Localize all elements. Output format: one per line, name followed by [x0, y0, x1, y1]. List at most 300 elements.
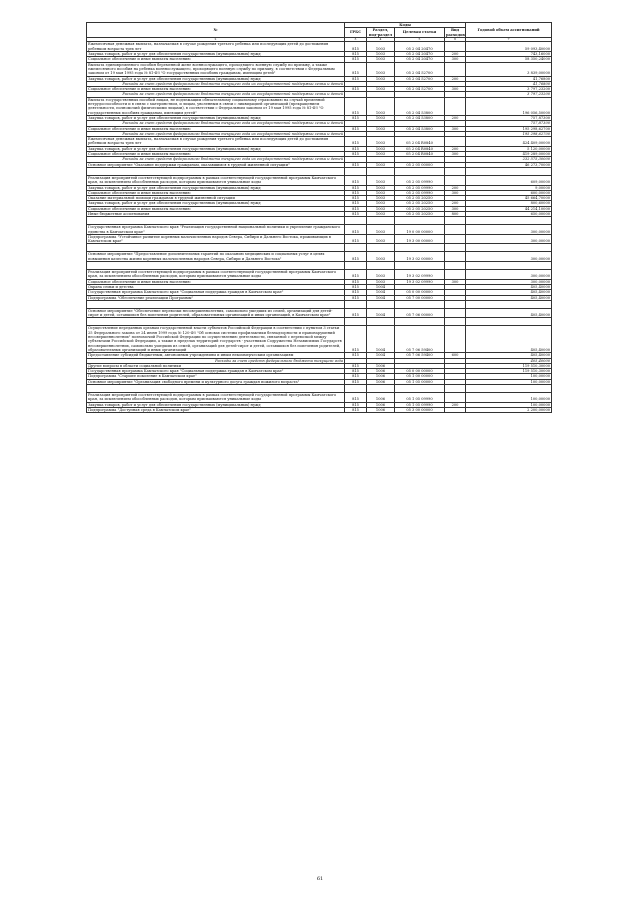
target-article-code: 05 2 05 00000	[395, 162, 445, 167]
expense-type-code: 200	[445, 52, 466, 57]
spacer-cell	[367, 244, 395, 252]
section-code: 1003	[367, 76, 395, 81]
grbs-code: 815	[345, 42, 367, 52]
spacer-cell	[87, 217, 345, 225]
spacer-cell	[466, 318, 552, 326]
target-article-code: 05 1 05 00000	[395, 379, 445, 384]
annual-amount: 300,00000	[466, 234, 552, 244]
expense-type-code: 800	[445, 211, 466, 216]
grbs-code: 815	[345, 201, 367, 206]
target-article-code: 05 1 00 00000	[395, 374, 445, 379]
spacer-cell	[445, 318, 466, 326]
funding-note-text: Расходы за счет средств федерального бюджета текущего года из государственной поддержки семьи и детей	[87, 121, 345, 126]
grbs-code: 815	[345, 407, 367, 412]
column-number: 2	[87, 37, 345, 42]
spacer-cell	[395, 244, 445, 252]
expense-name: Выплата единовременного пособия беременной жене военнослужащего, проходящего военную службу по призыву, а также ежемесячного пособия на ребенка военнослужащего, проходящего военную службу по призыву, в соответствии с Федеральным законом от 19 мая 1995 года № 81-ФЗ "О государственных пособиях гражданам, имеющим детей"	[87, 62, 345, 76]
target-article-code: 05 2 04 52700	[395, 62, 445, 76]
column-number: 6	[445, 37, 466, 42]
target-article-code: 05 0 00 00000	[395, 290, 445, 295]
spacer-cell	[87, 300, 345, 308]
header-codes: Коды	[345, 23, 466, 28]
target-article-code: 05 7 00 00000	[395, 295, 445, 300]
expense-name: Ежемесячная денежная выплата, назначаемая в случае рождения третьего ребенка или последующих детей до достижения ребенком возраста трех лет	[87, 42, 345, 52]
grbs-code: 815	[345, 196, 367, 201]
spacer-cell	[345, 262, 367, 270]
expense-name: Социальное обеспечение и иные выплаты населению	[87, 279, 345, 284]
spacer-cell	[345, 167, 367, 175]
grbs-code: 815	[345, 393, 367, 403]
target-article-code: 05 2 04 R0840	[395, 146, 445, 151]
annual-amount: 100,00000	[466, 402, 552, 407]
target-article-code: 05 2 05 09990	[395, 175, 445, 185]
grbs-code: 815	[345, 284, 367, 289]
section-code: 1003	[367, 115, 395, 120]
annual-amount: 5 120,00000	[466, 146, 552, 151]
header-target-article: Целевая статья	[395, 28, 445, 38]
budget-allocation-table	[86, 22, 552, 413]
annual-amount: 195 298,62700	[466, 126, 552, 131]
spacer-cell	[367, 262, 395, 270]
expense-name: Осуществление переданных органам государственной власти субъектов Российской Федерации в соответствии с пунктом 3 статьи 25 Федерального закона от 24 июня 1999 года № 120-ФЗ "Об основах системы профилактики безнадзорности и правонарушений несовершеннолетних" полномочий Российской Федерации по осуществлению деятельности, связанной с перевозкой между субъектами Российской Федерации, а также в пределах территорий государств - участников Содружества Независимых Государств несовершеннолетних, самовольно ушедших из семей, организаций для детей-сирот и детей, оставшихся без попечения родителей, образовательных организаций и иных организаций	[87, 326, 345, 353]
grbs-code: 815	[345, 62, 367, 76]
target-article-code: 05 7 06 59400	[395, 353, 445, 358]
spacer-cell	[367, 385, 395, 393]
section-code: 1004	[367, 290, 395, 295]
table-row	[87, 137, 552, 147]
expense-name: Оказание материальной помощи гражданам в трудной жизненной ситуации	[87, 196, 345, 201]
table-row	[87, 234, 552, 244]
expense-type-code	[445, 62, 466, 76]
section-code: 1004	[367, 326, 395, 353]
expense-type-code	[445, 407, 466, 412]
target-article-code: 19 3 02 00000	[395, 252, 445, 262]
table-row	[87, 97, 552, 115]
annual-amount: 419 289,00000	[466, 152, 552, 157]
expense-type-code	[445, 225, 466, 235]
expense-name: Реализация мероприятий соответствующей подпрограммы в рамках соответствующей государственной программы Камчатского края, за исключением обособленных расходов, которым присваиваются уникальные коды	[87, 270, 345, 280]
expense-type-code: 300	[445, 87, 466, 92]
spacer-cell	[395, 385, 445, 393]
section-code: 1006	[367, 379, 395, 384]
target-article-code: 05 3 00 00000	[395, 407, 445, 412]
section-code: 1004	[367, 284, 395, 289]
grbs-code: 815	[345, 190, 367, 195]
annual-amount: 300,00000	[466, 270, 552, 280]
spacer-row	[87, 244, 552, 252]
expense-name: Закупка товаров, работ и услуг для обеспечения государственных (муниципальных) нужд	[87, 185, 345, 190]
target-article-code: 05 7 06 59400	[395, 326, 445, 353]
annual-amount: 3 839,00000	[466, 62, 552, 76]
section-code: 1003	[367, 279, 395, 284]
spacer-cell	[395, 167, 445, 175]
section-code: 1003	[367, 137, 395, 147]
target-article-code: 05 2 04 20470	[395, 57, 445, 62]
target-article-code: 05 2 04 52700	[395, 76, 445, 81]
expense-name: Закупка товаров, работ и услуг для обеспечения государственных (муниципальных) нужд	[87, 146, 345, 151]
spacer-cell	[345, 300, 367, 308]
column-number: 5	[395, 37, 445, 42]
table-row	[87, 175, 552, 185]
target-article-code: 05 2 05 09990	[395, 190, 445, 195]
grbs-code: 815	[345, 206, 367, 211]
expense-type-code: 200	[445, 146, 466, 151]
table-row	[87, 270, 552, 280]
annual-amount: 41,76800	[466, 76, 552, 81]
header-grbs: ГРБС	[345, 28, 367, 38]
section-code: 1003	[367, 234, 395, 244]
spacer-cell	[466, 385, 552, 393]
expense-name: Другие вопросы в области социальной политики	[87, 363, 345, 368]
funding-note-text: Расходы за счет средств федерального бюджета текущего года из государственной поддержки семьи и детей	[87, 131, 345, 136]
annual-amount: 405,40000	[466, 284, 552, 289]
expense-type-code	[445, 234, 466, 244]
funding-note-text: Расходы за счет средств федерального бюджета текущего года из государственной поддержки семьи и детей	[87, 92, 345, 97]
annual-amount: 650,00000	[466, 211, 552, 216]
grbs-code: 815	[345, 152, 367, 157]
grbs-code: 815	[345, 225, 367, 235]
spacer-cell	[345, 318, 367, 326]
section-code: 1003	[367, 152, 395, 157]
spacer-cell	[87, 244, 345, 252]
expense-type-code: 300	[445, 57, 466, 62]
table-row	[87, 62, 552, 76]
annual-amount: 100,00000	[466, 379, 552, 384]
section-code: 1006	[367, 374, 395, 379]
expense-type-code	[445, 137, 466, 147]
annual-amount: 196 056,50000	[466, 97, 552, 115]
expense-type-code	[445, 270, 466, 280]
table-body	[87, 42, 552, 413]
target-article-code: 05 1 05 09990	[395, 393, 445, 403]
section-code: 1003	[367, 175, 395, 185]
grbs-code: 815	[345, 270, 367, 280]
expense-name: Реализация мероприятий соответствующей подпрограммы в рамках соответствующей государственной программы Камчатского края, за исключением обособленных расходов, которым присваиваются уникальные коды	[87, 175, 345, 185]
target-article-code: 19 3 00 00000	[395, 234, 445, 244]
annual-amount: 405,40000	[466, 308, 552, 318]
expense-type-code: 300	[445, 152, 466, 157]
annual-amount: 58 350,24000	[466, 57, 552, 62]
expense-type-code: 300	[445, 190, 466, 195]
expense-name: Подпрограмма "Доступная среда в Камчатском крае"	[87, 407, 345, 412]
spacer-cell	[445, 217, 466, 225]
annual-amount: 300,00000	[466, 279, 552, 284]
expense-name: Подпрограмма "Обеспечение реализации Программы"	[87, 295, 345, 300]
target-article-code: 05 2 05 20250	[395, 196, 445, 201]
annual-amount: 3 797,23200	[466, 87, 552, 92]
spacer-cell	[395, 262, 445, 270]
table-row	[87, 225, 552, 235]
column-number: 4	[367, 37, 395, 42]
spacer-cell	[466, 244, 552, 252]
annual-amount: 59 093,40000	[466, 42, 552, 52]
grbs-code: 815	[345, 115, 367, 120]
spacer-cell	[367, 217, 395, 225]
target-article-code: 05 2 05 09990	[395, 185, 445, 190]
spacer-cell	[87, 385, 345, 393]
spacer-cell	[345, 244, 367, 252]
expense-type-code: 200	[445, 185, 466, 190]
funding-note-amount: 41,76800	[466, 81, 552, 86]
spacer-cell	[445, 300, 466, 308]
grbs-code: 815	[345, 76, 367, 81]
expense-name: Социальное обеспечение и иные выплаты населению	[87, 152, 345, 157]
grbs-code: 815	[345, 97, 367, 115]
section-code: 1003	[367, 162, 395, 167]
table-header	[87, 23, 552, 42]
expense-name: Государственная программа Камчатского края "Социальная поддержка граждан в Камчатском крае"	[87, 290, 345, 295]
section-code: 1004	[367, 308, 395, 318]
expense-type-code	[445, 308, 466, 318]
expense-type-code	[445, 252, 466, 262]
grbs-code: 815	[345, 52, 367, 57]
section-code: 1003	[367, 62, 395, 76]
target-article-code: 05 2 04 53800	[395, 126, 445, 131]
header-annual-volume: Годовой объем ассигнований	[466, 23, 552, 38]
expense-type-code: 300	[445, 279, 466, 284]
funding-note-amount: 405,40000	[466, 358, 552, 363]
grbs-code: 815	[345, 211, 367, 216]
annual-amount: 424 409,00000	[466, 137, 552, 147]
annual-amount: 46 273,70000	[466, 162, 552, 167]
spacer-cell	[466, 262, 552, 270]
grbs-code: 815	[345, 234, 367, 244]
annual-amount: 119 510,30000	[466, 369, 552, 374]
column-number: 3	[345, 37, 367, 42]
expense-type-code	[445, 97, 466, 115]
expense-name: Закупка товаров, работ и услуг для обеспечения государственных (муниципальных) нужд	[87, 402, 345, 407]
section-code: 1006	[367, 402, 395, 407]
annual-amount: 743,16000	[466, 52, 552, 57]
annual-amount: 405,40000	[466, 290, 552, 295]
target-article-code: 05 2 04 53800	[395, 115, 445, 120]
table-row	[87, 42, 552, 52]
section-code: 1003	[367, 126, 395, 131]
spacer-cell	[445, 167, 466, 175]
spacer-cell	[367, 318, 395, 326]
spacer-cell	[445, 385, 466, 393]
expense-name: Выплата государственных пособий лицам, не подлежащим обязательному социальному страхованию на случай временной нетрудоспособности и в связи с материнством, и лицам, уволенным в связи с ликвидацией организаций (прекращением деятельности, полномочий физическими лицами), в соответствии с Федеральным законом от 19 мая 1995 года № 81-ФЗ "О государственных пособиях гражданам, имеющим детей"	[87, 97, 345, 115]
annual-amount: 800,60000	[466, 201, 552, 206]
expense-name: Основное мероприятие "Обеспечение перевозки несовершеннолетних, самовольно ушедших из семей, организаций для детей-сирот и детей, оставшихся без попечения родителей, образовательных организаций и иных организаций, в Камчатском крае"	[87, 308, 345, 318]
spacer-cell	[466, 167, 552, 175]
expense-type-code: 200	[445, 115, 466, 120]
target-article-code: 05 2 05 20250	[395, 206, 445, 211]
expense-type-code: 300	[445, 206, 466, 211]
section-code: 1004	[367, 295, 395, 300]
expense-name: Социальное обеспечение и иные выплаты населению	[87, 87, 345, 92]
spacer-cell	[395, 318, 445, 326]
target-article-code: 05 1 05 09990	[395, 402, 445, 407]
target-article-code: 19 0 00 00000	[395, 225, 445, 235]
spacer-cell	[345, 385, 367, 393]
funding-note-text: Расходы за счет средств федерального бюджета текущего года	[87, 358, 345, 363]
expense-name: Государственная программа Камчатского края "Реализация государственной национальной политики и укрепление гражданского единства в Камчатском крае"	[87, 225, 345, 235]
expense-type-code: 600	[445, 353, 466, 358]
section-code: 1003	[367, 42, 395, 52]
spacer-cell	[466, 300, 552, 308]
expense-name: Реализация мероприятий соответствующей подпрограммы в рамках соответствующей государственной программы Камчатского края, за исключением обособленных расходов, которым присваиваются уникальные коды	[87, 393, 345, 403]
grbs-code: 815	[345, 162, 367, 167]
expense-name: Основное мероприятие "Оказание поддержки гражданам, оказавшимся в трудной жизненной ситуации"	[87, 162, 345, 167]
expense-type-code	[445, 42, 466, 52]
grbs-code: 815	[345, 308, 367, 318]
expense-name: Закупка товаров, работ и услуг для обеспечения государственных (муниципальных) нужд	[87, 115, 345, 120]
grbs-code: 815	[345, 295, 367, 300]
section-code: 1003	[367, 57, 395, 62]
expense-type-code: 300	[445, 126, 466, 131]
budget-table-container	[86, 22, 551, 413]
spacer-cell	[466, 217, 552, 225]
grbs-code: 815	[345, 402, 367, 407]
spacer-cell	[345, 217, 367, 225]
spacer-row	[87, 217, 552, 225]
header-expense-type: Вид расходов	[446, 28, 465, 37]
section-code: 1003	[367, 270, 395, 280]
expense-name: Иные бюджетные ассигнования	[87, 211, 345, 216]
expense-type-code	[445, 393, 466, 403]
target-article-code: 05 2 04 53800	[395, 97, 445, 115]
spacer-cell	[395, 300, 445, 308]
grbs-code: 815	[345, 126, 367, 131]
annual-amount: 405,40000	[466, 353, 552, 358]
grbs-code: 815	[345, 353, 367, 358]
page-number: 61	[316, 876, 324, 882]
spacer-cell	[87, 318, 345, 326]
grbs-code: 815	[345, 146, 367, 151]
section-code: 1004	[367, 353, 395, 358]
section-code: 1003	[367, 52, 395, 57]
spacer-cell	[87, 262, 345, 270]
target-article-code: 05 2 05 20250	[395, 201, 445, 206]
table-row	[87, 407, 552, 412]
grbs-code: 815	[345, 175, 367, 185]
expense-name: Социальное обеспечение и иные выплаты населению	[87, 206, 345, 211]
funding-note-amount: 195 298,62700	[466, 131, 552, 136]
target-article-code: 19 3 02 09990	[395, 270, 445, 280]
section-code: 1003	[367, 201, 395, 206]
header-number: №	[87, 23, 345, 38]
expense-name: Закупка товаров, работ и услуг для обеспечения государственных (муниципальных) нужд	[87, 76, 345, 81]
expense-name: Закупка товаров, работ и услуг для обеспечения государственных (муниципальных) нужд	[87, 52, 345, 57]
annual-amount: 405,40000	[466, 326, 552, 353]
annual-amount: 119 510,30000	[466, 363, 552, 368]
spacer-cell	[367, 300, 395, 308]
section-code: 1006	[367, 407, 395, 412]
annual-amount: 45 664,70000	[466, 196, 552, 201]
target-article-code: 05 2 05 20250	[395, 211, 445, 216]
spacer-row	[87, 385, 552, 393]
annual-amount: 600,00000	[466, 190, 552, 195]
target-article-code: 05 0 00 00000	[395, 369, 445, 374]
target-article-code: 05 7 06 00000	[395, 308, 445, 318]
section-code: 1003	[367, 190, 395, 195]
expense-name: Основное мероприятие "Организация свободного времени и культурного досуга граждан пожилого возраста"	[87, 379, 345, 384]
target-article-code: 05 2 04 R0840	[395, 137, 445, 147]
section-code: 1003	[367, 211, 395, 216]
section-code: 1003	[367, 225, 395, 235]
funding-note-text: Расходы за счет средств федерального бюджета текущего года из государственной поддержки семьи и детей	[87, 81, 345, 86]
expense-type-code: 200	[445, 201, 466, 206]
spacer-cell	[367, 167, 395, 175]
spacer-cell	[445, 244, 466, 252]
annual-amount: 405,40000	[466, 295, 552, 300]
section-code: 1003	[367, 87, 395, 92]
grbs-code: 815	[345, 369, 367, 374]
expense-name: Закупка товаров, работ и услуг для обеспечения государственных (муниципальных) нужд	[87, 201, 345, 206]
grbs-code: 815	[345, 363, 367, 368]
table-row	[87, 308, 552, 318]
annual-amount: 44 214,10000	[466, 206, 552, 211]
section-code: 1003	[367, 252, 395, 262]
table-row	[87, 326, 552, 353]
grbs-code: 815	[345, 290, 367, 295]
header-section: Раздел, под-раздел	[367, 28, 395, 38]
expense-name: Социальное обеспечение и иные выплаты населению	[87, 57, 345, 62]
spacer-cell	[395, 217, 445, 225]
grbs-code: 815	[345, 279, 367, 284]
annual-amount: 100,00000	[466, 374, 552, 379]
funding-note-amount: 232 575,30000	[466, 157, 552, 162]
target-article-code: 19 3 02 09990	[395, 279, 445, 284]
section-code: 1003	[367, 206, 395, 211]
expense-name: Социальное обеспечение и иные выплаты населению	[87, 126, 345, 131]
target-article-code: 05 2 04 52700	[395, 87, 445, 92]
annual-amount: 300,00000	[466, 252, 552, 262]
section-code: 1006	[367, 369, 395, 374]
expense-name: Предоставление субсидий бюджетным, автономным учреждениям и иным некоммерческим организациям	[87, 353, 345, 358]
expense-type-code: 200	[445, 76, 466, 81]
expense-name: Подпрограмма "Устойчивое развитие коренных малочисленных народов Севера, Сибири и Дальнего Востока, проживающих в Камчатском крае"	[87, 234, 345, 244]
grbs-code: 815	[345, 185, 367, 190]
section-code: 1003	[367, 146, 395, 151]
grbs-code: 815	[345, 326, 367, 353]
section-code: 1003	[367, 97, 395, 115]
annual-amount: 757,87300	[466, 115, 552, 120]
table-row	[87, 252, 552, 262]
grbs-code: 815	[345, 87, 367, 92]
grbs-code: 815	[345, 137, 367, 147]
target-article-code: 05 2 04 20470	[395, 42, 445, 52]
section-code: 1003	[367, 185, 395, 190]
annual-amount: 2 200,00000	[466, 407, 552, 412]
annual-amount: 300,00000	[466, 225, 552, 235]
spacer-row	[87, 167, 552, 175]
table-row	[87, 393, 552, 403]
spacer-row	[87, 262, 552, 270]
grbs-code: 815	[345, 57, 367, 62]
expense-name: Охрана семьи и детства	[87, 284, 345, 289]
funding-note-amount: 3 797,23200	[466, 92, 552, 97]
section-code: 1006	[367, 393, 395, 403]
expense-name: Ежемесячная денежная выплата, назначаемая в случае рождения третьего ребенка или последующих детей до достижения ребенком возраста трех лет	[87, 137, 345, 147]
column-number: 7	[466, 37, 552, 42]
expense-name: Основное мероприятие "Предоставление дополнительных гарантий по оказанию медицинских и социальных услуг в целях повышения качества жизни коренных малочисленных народов Севера, Сибири и Дальнего Востока"	[87, 252, 345, 262]
expense-name: Государственная программа Камчатского края "Социальная поддержка граждан в Камчатском крае"	[87, 369, 345, 374]
expense-name: Социальное обеспечение и иные выплаты населению	[87, 190, 345, 195]
grbs-code: 815	[345, 252, 367, 262]
expense-type-code	[445, 326, 466, 353]
funding-note-text: Расходы за счет средств федерального бюджета текущего года из государственной поддержки семьи и детей	[87, 157, 345, 162]
annual-amount: 100,00000	[466, 393, 552, 403]
target-article-code: 05 2 04 20470	[395, 52, 445, 57]
funding-note-amount: 757,87300	[466, 121, 552, 126]
section-code: 1003	[367, 196, 395, 201]
annual-amount: 9,00000	[466, 185, 552, 190]
annual-amount: 609,00000	[466, 175, 552, 185]
spacer-cell	[445, 262, 466, 270]
grbs-code: 815	[345, 374, 367, 379]
